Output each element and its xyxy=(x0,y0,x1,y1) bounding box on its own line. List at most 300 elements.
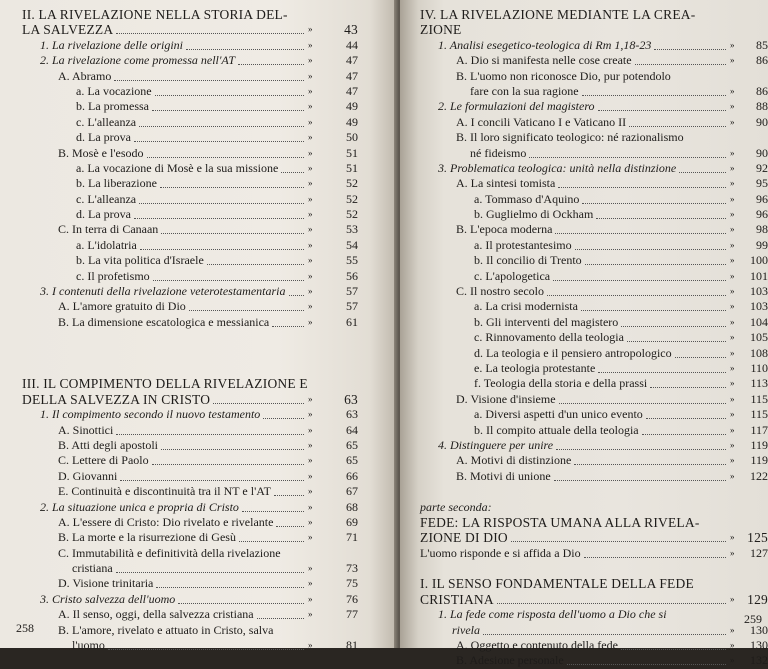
toc-entry-title: A. Oggetto e contenuto della fede xyxy=(456,638,618,653)
toc-entry-title: a. L'idolatria xyxy=(76,237,137,252)
toc-entry-title: rivela xyxy=(452,622,480,637)
toc-page-number: 96 xyxy=(756,191,768,206)
toc-entry xyxy=(22,423,357,438)
toc-page-number: 101 xyxy=(750,268,768,283)
toc-entry-title: A. Motivi di distinzione xyxy=(456,453,572,468)
toc-page-number: 99 xyxy=(756,237,768,252)
toc-page-number: 115 xyxy=(750,407,768,422)
toc-entry xyxy=(420,69,765,84)
toc-entry xyxy=(420,638,768,653)
toc-entry xyxy=(420,284,768,299)
toc-page-number: 47 xyxy=(346,68,358,83)
toc-entry-title: A. L'amore gratuito di Dio xyxy=(58,299,186,314)
toc-entry-title: cristiana xyxy=(72,561,113,576)
toc-leader xyxy=(627,330,726,342)
toc-ditto-mark: » xyxy=(730,178,735,189)
toc-leader xyxy=(654,38,726,50)
toc-entry-title: D. Visione d'insieme xyxy=(456,391,556,406)
toc-ditto-mark: » xyxy=(730,624,735,635)
toc-leader xyxy=(567,653,726,665)
toc-page-number: 86 xyxy=(756,53,768,68)
toc-page-number: 86 xyxy=(756,83,768,98)
toc-entry xyxy=(22,222,357,237)
toc-entry-title: b. Gli interventi del magistero xyxy=(474,314,619,329)
toc-ditto-mark: » xyxy=(308,239,313,250)
toc-entry xyxy=(420,360,768,376)
toc-entry xyxy=(22,469,357,484)
toc-entry-title: A. La sintesi tomista xyxy=(456,176,556,191)
toc-page-number: 57 xyxy=(346,284,358,299)
toc-ditto-mark: » xyxy=(308,24,313,35)
toc-entry xyxy=(420,299,768,314)
toc-entry-title: A. Sinottici xyxy=(58,422,114,437)
toc-ditto-mark: » xyxy=(308,39,313,50)
toc-spacer xyxy=(420,561,765,576)
toc-ditto-mark: » xyxy=(308,578,313,589)
toc-ditto-mark: » xyxy=(730,332,735,343)
toc-leader xyxy=(574,453,726,465)
toc-ditto-mark: » xyxy=(308,516,313,527)
toc-leader xyxy=(152,453,304,465)
toc-entry-title: II. LA RIVELAZIONE NELLA STORIA DEL- xyxy=(22,7,288,22)
toc-entry xyxy=(22,299,357,314)
left-toc xyxy=(22,7,357,653)
toc-leader xyxy=(621,315,726,327)
toc-entry xyxy=(22,315,357,330)
toc-ditto-mark: » xyxy=(730,409,735,420)
toc-page-number: 44 xyxy=(346,37,358,52)
toc-entry xyxy=(22,207,357,222)
toc-leader xyxy=(547,284,726,296)
toc-page-number: 132 xyxy=(750,653,768,668)
toc-entry-title: C. Il nostro secolo xyxy=(456,284,544,299)
toc-entry-title: 1. Il compimento secondo il nuovo testamento xyxy=(40,407,261,422)
toc-entry xyxy=(22,84,357,99)
toc-page-number: 64 xyxy=(346,422,358,437)
toc-leader xyxy=(642,423,726,435)
toc-leader xyxy=(207,253,304,265)
toc-entry xyxy=(22,284,357,299)
toc-entry-title: A. L'essere di Cristo: Dio rivelato e rivelante xyxy=(58,514,274,529)
toc-entry-title: l'uomo xyxy=(72,638,105,653)
toc-entry xyxy=(420,376,768,391)
toc-ditto-mark: » xyxy=(308,409,313,420)
toc-leader xyxy=(675,346,726,358)
toc-page-number: 54 xyxy=(346,237,358,252)
toc-page-number: 115 xyxy=(750,391,768,406)
toc-leader xyxy=(276,515,304,527)
toc-leader xyxy=(263,407,304,419)
toc-entry xyxy=(22,407,357,422)
toc-ditto-mark: » xyxy=(308,162,313,173)
toc-entry-title: b. La promessa xyxy=(76,99,149,114)
toc-page-number: 47 xyxy=(346,53,358,68)
toc-entry-title: b. La vita politica d'Israele xyxy=(76,253,204,268)
toc-ditto-mark: » xyxy=(730,301,735,312)
toc-entry xyxy=(420,545,768,561)
toc-ditto-mark: » xyxy=(730,193,735,204)
toc-page-number: 103 xyxy=(750,299,768,314)
toc-ditto-mark: » xyxy=(730,532,735,543)
toc-entry-title: D. Visione trinitaria xyxy=(58,576,154,591)
toc-page-number: 66 xyxy=(346,468,358,483)
toc-entry-title: 3. Cristo salvezza dell'uomo xyxy=(40,591,176,606)
toc-page-number: 104 xyxy=(750,314,768,329)
toc-entry-title: 4. Distinguere per unire xyxy=(438,437,554,452)
toc-leader xyxy=(483,623,726,635)
toc-page-number: 105 xyxy=(750,330,768,345)
toc-entry xyxy=(22,392,357,407)
toc-entry-title: A. I concili Vaticano I e Vaticano II xyxy=(456,114,627,129)
toc-entry xyxy=(420,145,768,161)
toc-entry xyxy=(22,7,357,22)
toc-ditto-mark: » xyxy=(308,609,313,620)
toc-page-number: 49 xyxy=(346,99,358,114)
toc-leader xyxy=(554,469,726,481)
toc-ditto-mark: » xyxy=(308,424,313,435)
toc-entry-title: e. La teologia protestante xyxy=(474,360,596,375)
toc-ditto-mark: » xyxy=(730,162,735,173)
toc-leader xyxy=(238,53,304,65)
toc-entry xyxy=(22,38,357,53)
toc-ditto-mark: » xyxy=(308,393,313,404)
toc-ditto-mark: » xyxy=(730,378,735,389)
toc-entry-title: 1. La fede come risposta dell'uomo a Dio che si xyxy=(438,607,667,622)
toc-page-number: 52 xyxy=(346,176,358,191)
toc-page-number: 129 xyxy=(747,591,768,607)
toc-entry-title: 3. I contenuti della rivelazione veterotestamentaria xyxy=(40,284,286,299)
toc-entry-title: DELLA SALVEZZA IN CRISTO xyxy=(22,391,211,407)
toc-entry xyxy=(420,99,768,114)
toc-page-number: 49 xyxy=(346,114,358,129)
toc-leader xyxy=(156,576,304,588)
toc-entry-title: a. La vocazione xyxy=(76,83,152,98)
toc-entry xyxy=(22,115,357,130)
toc-entry xyxy=(22,269,357,284)
toc-ditto-mark: » xyxy=(730,393,735,404)
toc-entry-title: B. L'uomo non riconosce Dio, pur potendolo xyxy=(456,68,671,83)
toc-entry-title: parte seconda: xyxy=(420,499,492,514)
toc-ditto-mark: » xyxy=(308,501,313,512)
toc-page-number: 71 xyxy=(346,530,358,545)
toc-leader xyxy=(178,592,304,604)
toc-entry xyxy=(420,391,768,407)
toc-leader xyxy=(679,161,726,173)
toc-page-number: 65 xyxy=(346,437,358,452)
toc-entry-title: A. Abramo xyxy=(58,68,112,83)
toc-ditto-mark: » xyxy=(308,301,313,312)
toc-entry-title: B. Atti degli apostoli xyxy=(58,437,159,452)
toc-leader xyxy=(272,315,304,327)
toc-ditto-mark: » xyxy=(730,470,735,481)
toc-page-number: 117 xyxy=(750,422,768,437)
toc-ditto-mark: » xyxy=(730,270,735,281)
toc-entry-title: a. La vocazione di Mosè e la sua missione xyxy=(76,160,279,175)
toc-entry-title: ZIONE DI DIO xyxy=(420,530,508,546)
toc-ditto-mark: » xyxy=(730,655,735,666)
toc-leader xyxy=(116,423,304,435)
toc-entry xyxy=(420,222,768,237)
toc-entry xyxy=(420,37,768,53)
toc-ditto-mark: » xyxy=(308,85,313,96)
toc-entry xyxy=(22,146,357,161)
toc-leader xyxy=(575,238,726,250)
toc-leader xyxy=(596,207,726,219)
toc-entry xyxy=(22,53,357,68)
toc-page-number: 92 xyxy=(756,160,768,175)
toc-page-number: 98 xyxy=(756,222,768,237)
toc-ditto-mark: » xyxy=(730,147,735,158)
toc-page-number: 125 xyxy=(747,530,768,546)
toc-entry-title: B. L'amore, rivelato e attuato in Cristo, salva xyxy=(58,622,274,637)
toc-entry-title: LA SALVEZZA xyxy=(22,22,114,38)
toc-entry xyxy=(22,546,357,561)
toc-ditto-mark: » xyxy=(308,593,313,604)
toc-ditto-mark: » xyxy=(730,362,735,373)
toc-entry xyxy=(22,22,357,37)
toc-leader xyxy=(598,99,726,111)
toc-page-number: 56 xyxy=(346,268,358,283)
toc-entry xyxy=(22,484,357,499)
toc-entry-title: 2. La situazione unica e propria di Cristo xyxy=(40,499,239,514)
toc-entry-title: c. Rinnovamento della teologia xyxy=(474,330,624,345)
toc-ditto-mark: » xyxy=(730,101,735,112)
toc-ditto-mark: » xyxy=(308,316,313,327)
toc-entry-title: C. Immutabilità e definitività della rivelazione xyxy=(58,545,281,560)
toc-ditto-mark: » xyxy=(730,347,735,358)
toc-entry xyxy=(420,253,768,268)
toc-entry-title: III. IL COMPIMENTO DELLA RIVELAZIONE E xyxy=(22,376,308,392)
toc-entry-title: B. La morte e la risurrezione di Gesù xyxy=(58,530,236,545)
toc-ditto-mark: » xyxy=(730,593,735,604)
toc-spacer xyxy=(22,361,357,376)
toc-entry xyxy=(22,376,357,391)
toc-ditto-mark: » xyxy=(308,132,313,143)
toc-entry-title: c. Il profetismo xyxy=(76,268,150,283)
toc-entry xyxy=(420,422,768,438)
toc-entry xyxy=(22,607,357,622)
toc-entry-title: d. La prova xyxy=(76,207,131,222)
toc-entry xyxy=(22,192,357,207)
toc-entry-title: B. La dimensione escatologica e messianica xyxy=(58,314,270,329)
toc-entry-title: né fideismo xyxy=(470,145,527,160)
toc-leader xyxy=(274,484,304,496)
toc-entry xyxy=(22,176,357,191)
toc-entry xyxy=(22,130,357,145)
toc-ditto-mark: » xyxy=(730,255,735,266)
toc-leader xyxy=(116,561,304,573)
toc-entry-title: c. L'alleanza xyxy=(76,114,137,129)
toc-leader xyxy=(120,469,304,481)
toc-entry xyxy=(22,623,357,638)
toc-leader xyxy=(139,192,304,204)
toc-entry-title: b. Il concilio di Trento xyxy=(474,253,582,268)
toc-entry-title: B. L'epoca moderna xyxy=(456,222,553,237)
toc-entry-title: c. L'alleanza xyxy=(76,191,137,206)
toc-ditto-mark: » xyxy=(308,563,313,574)
toc-page-number: 90 xyxy=(756,145,768,160)
toc-leader xyxy=(621,638,726,650)
toc-entry xyxy=(420,345,768,361)
toc-ditto-mark: » xyxy=(308,116,313,127)
toc-page-number: 113 xyxy=(750,376,768,391)
toc-page-number: 43 xyxy=(344,22,358,38)
toc-page-number: 130 xyxy=(750,622,768,637)
toc-entry-title: E. Continuità e discontinuità tra il NT e l'AT xyxy=(58,484,271,499)
toc-entry-title: C. Lettere di Paolo xyxy=(58,453,149,468)
toc-entry xyxy=(22,438,357,453)
toc-leader xyxy=(582,192,726,204)
toc-leader xyxy=(635,53,726,65)
toc-entry xyxy=(420,114,768,130)
toc-leader xyxy=(559,392,726,404)
toc-entry xyxy=(420,437,768,453)
toc-ditto-mark: » xyxy=(308,439,313,450)
toc-page-number: 52 xyxy=(346,207,358,222)
toc-entry-title: IV. LA RIVELAZIONE MEDIANTE LA CREA- xyxy=(420,7,696,22)
toc-ditto-mark: » xyxy=(730,85,735,96)
toc-entry xyxy=(420,176,768,191)
toc-ditto-mark: » xyxy=(308,193,313,204)
toc-leader xyxy=(139,115,304,127)
toc-ditto-mark: » xyxy=(730,455,735,466)
toc-ditto-mark: » xyxy=(730,640,735,651)
toc-entry xyxy=(420,500,765,515)
toc-entry xyxy=(420,314,768,330)
toc-leader xyxy=(213,392,304,404)
toc-entry-title: C. In terra di Canaan xyxy=(58,222,159,237)
toc-entry xyxy=(22,638,357,653)
toc-leader xyxy=(497,592,726,604)
toc-ditto-mark: » xyxy=(308,209,313,220)
toc-leader xyxy=(646,407,726,419)
toc-entry xyxy=(420,207,768,222)
toc-entry xyxy=(420,591,768,607)
toc-ditto-mark: » xyxy=(730,55,735,66)
toc-ditto-mark: » xyxy=(308,486,313,497)
toc-ditto-mark: » xyxy=(730,239,735,250)
toc-entry xyxy=(420,607,765,622)
toc-entry xyxy=(420,622,768,638)
toc-page-number: 47 xyxy=(346,83,358,98)
toc-leader xyxy=(555,222,726,234)
toc-leader xyxy=(155,84,304,96)
toc-page-number: 85 xyxy=(756,37,768,52)
toc-entry-title: f. Teologia della storia e della prassi xyxy=(474,376,648,391)
toc-spacer xyxy=(22,346,357,361)
toc-leader xyxy=(529,146,726,158)
toc-entry xyxy=(22,99,357,114)
toc-ditto-mark: » xyxy=(308,55,313,66)
toc-ditto-mark: » xyxy=(730,116,735,127)
toc-page-number: 68 xyxy=(346,499,358,514)
toc-spacer xyxy=(22,330,357,345)
toc-page-number: 81 xyxy=(346,638,358,653)
toc-entry-title: b. Il compito attuale della teologia xyxy=(474,422,639,437)
toc-leader xyxy=(629,115,726,127)
toc-ditto-mark: » xyxy=(730,424,735,435)
toc-entry xyxy=(420,7,765,22)
toc-leader xyxy=(161,438,304,450)
toc-entry xyxy=(420,191,768,207)
toc-ditto-mark: » xyxy=(730,286,735,297)
toc-leader xyxy=(189,299,304,311)
toc-leader xyxy=(242,500,304,512)
toc-ditto-mark: » xyxy=(730,224,735,235)
toc-leader xyxy=(289,284,304,296)
toc-ditto-mark: » xyxy=(308,470,313,481)
toc-leader xyxy=(650,376,726,388)
toc-leader xyxy=(160,176,304,188)
left-page-number: 258 xyxy=(16,621,34,635)
toc-page-number: 76 xyxy=(346,591,358,606)
toc-leader xyxy=(161,222,304,234)
toc-entry xyxy=(420,407,768,422)
toc-page-number: 57 xyxy=(346,299,358,314)
toc-leader xyxy=(582,84,726,96)
toc-entry-title: B. Mosè e l'esodo xyxy=(58,145,144,160)
toc-ditto-mark: » xyxy=(308,640,313,651)
toc-entry xyxy=(22,69,357,84)
toc-entry xyxy=(420,576,765,591)
toc-page-number: 122 xyxy=(750,468,768,483)
toc-leader xyxy=(152,99,304,111)
toc-page-number: 63 xyxy=(346,407,358,422)
toc-entry xyxy=(22,576,357,591)
toc-ditto-mark: » xyxy=(730,547,735,558)
toc-page-number: 108 xyxy=(750,345,768,360)
toc-leader xyxy=(114,69,304,81)
toc-page-number: 88 xyxy=(756,99,768,114)
right-page xyxy=(400,0,768,668)
toc-page-number: 53 xyxy=(346,222,358,237)
toc-entry xyxy=(420,468,768,484)
toc-entry-title: 1. Analisi esegetico-teologica di Rm 1,18-23 xyxy=(438,37,652,52)
toc-entry xyxy=(22,238,357,253)
toc-entry xyxy=(22,515,357,530)
toc-entry xyxy=(420,515,765,530)
toc-entry-title: A. Il senso, oggi, della salvezza cristiana xyxy=(58,607,254,622)
toc-page-number: 119 xyxy=(750,437,768,452)
toc-leader xyxy=(585,253,726,265)
toc-page-number: 52 xyxy=(346,191,358,206)
toc-ditto-mark: » xyxy=(730,39,735,50)
toc-entry-title: B. Adesione personale xyxy=(456,653,564,668)
toc-entry-title: a. Tommaso d'Aquino xyxy=(474,191,580,206)
toc-ditto-mark: » xyxy=(308,286,313,297)
toc-entry-title: B. Motivi di unione xyxy=(456,468,551,483)
toc-entry-title: b. Guglielmo di Ockham xyxy=(474,207,594,222)
toc-entry xyxy=(420,453,768,468)
toc-page-number: 61 xyxy=(346,314,358,329)
toc-entry-title: L'uomo risponde e si affida a Dio xyxy=(420,545,581,560)
toc-entry-title: I. IL SENSO FONDAMENTALE DELLA FEDE xyxy=(420,576,694,592)
toc-entry xyxy=(420,237,768,253)
toc-leader xyxy=(598,361,726,373)
toc-ditto-mark: » xyxy=(308,101,313,112)
toc-ditto-mark: » xyxy=(308,178,313,189)
toc-page-number: 119 xyxy=(750,453,768,468)
toc-ditto-mark: » xyxy=(730,209,735,220)
toc-ditto-mark: » xyxy=(308,224,313,235)
toc-page-number: 103 xyxy=(750,284,768,299)
toc-leader xyxy=(186,38,304,50)
toc-page-number: 67 xyxy=(346,484,358,499)
right-page-number: 259 xyxy=(744,612,762,626)
right-toc xyxy=(420,7,768,669)
toc-ditto-mark: » xyxy=(730,316,735,327)
toc-ditto-mark: » xyxy=(730,439,735,450)
